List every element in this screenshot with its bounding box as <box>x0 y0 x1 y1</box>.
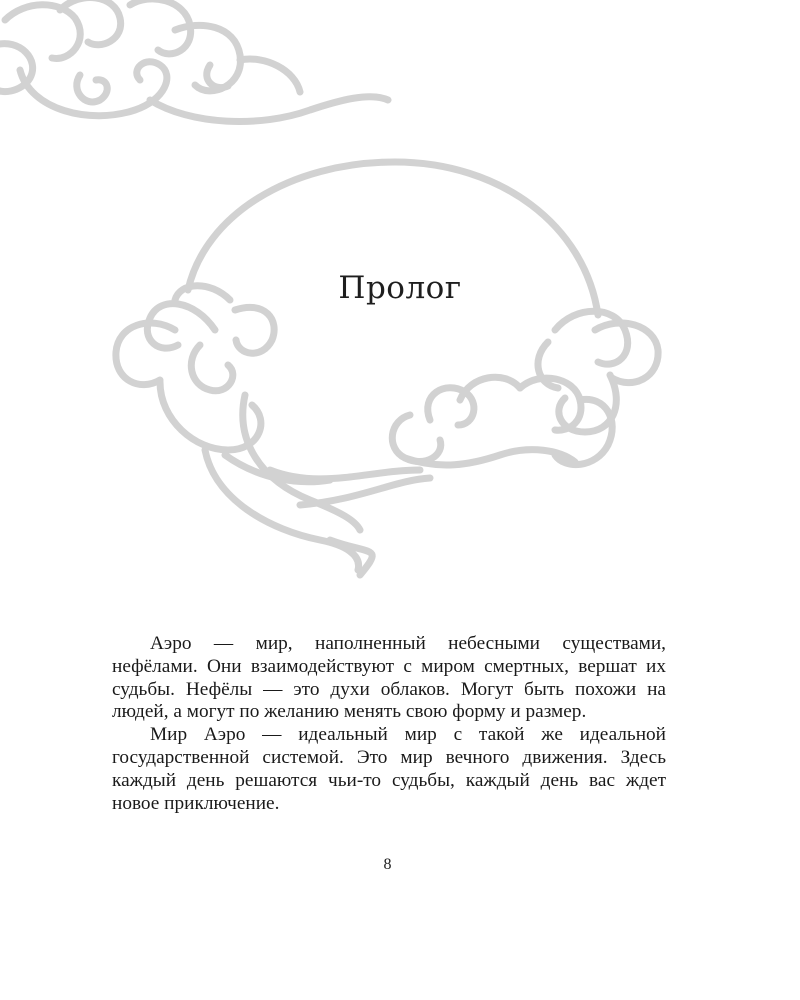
chapter-title: Пролог <box>338 270 462 306</box>
paragraph: Мир Аэро — идеальный мир с такой же идеальной государственной системой. Это мир вечного движения. Здесь каждый день решаются чьи-то судьбы, каждый день вас ждет новое приключение. <box>112 724 666 814</box>
paragraph: Аэро — мир, наполненный небесными существами, нефёлами. Они взаимодействуют с миром смертных, вершат их судьбы. Нефёлы — это духи облаков. Могут быть похожи на людей, а могут по желанию менять свою форму и размер. <box>112 633 666 723</box>
prologue-text <box>112 633 666 815</box>
page-number: 8 <box>383 856 392 873</box>
